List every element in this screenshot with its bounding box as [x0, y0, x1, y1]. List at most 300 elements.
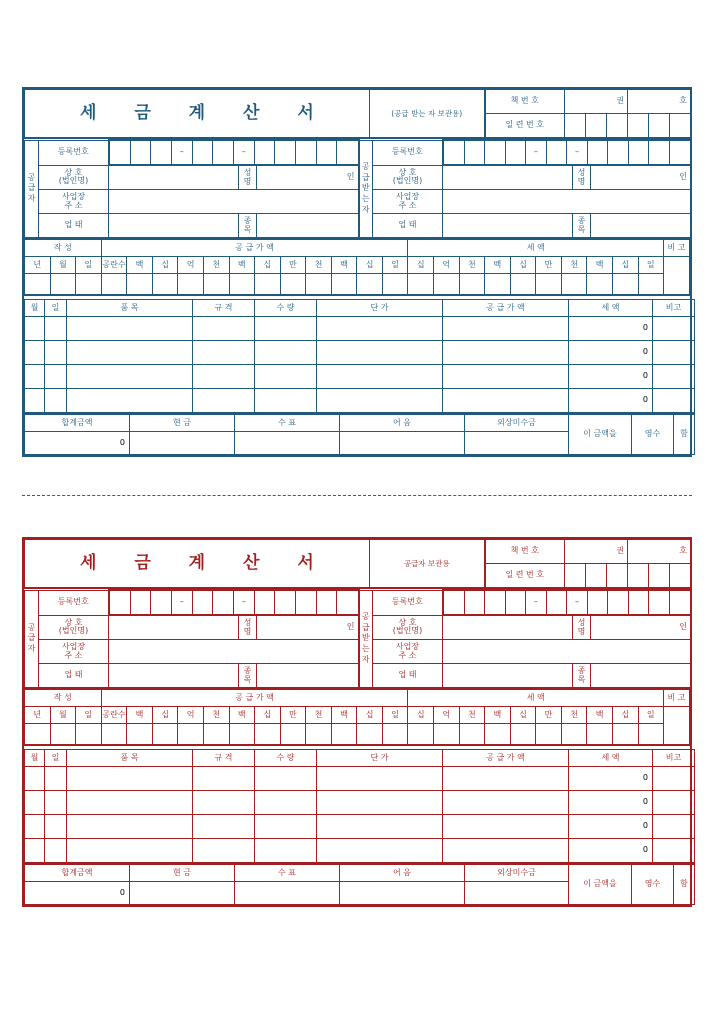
date-col-1: 월: [50, 707, 76, 724]
item-header-8: 비고: [653, 300, 695, 317]
item-cell[interactable]: [193, 767, 255, 791]
date-col-0: 년: [25, 707, 51, 724]
item-cell[interactable]: [653, 341, 695, 365]
amount-cell[interactable]: [331, 274, 357, 296]
written-date-label: 작 성: [25, 240, 102, 257]
total-amount-value: 0: [25, 432, 130, 455]
item-cell[interactable]: [443, 839, 569, 863]
item-row: [25, 341, 695, 365]
totals-table: [24, 413, 695, 455]
amount-cell[interactable]: [357, 724, 383, 746]
item-cell[interactable]: [25, 791, 45, 815]
tax-digit-5: 만: [536, 707, 562, 724]
tax-digit-9: 일: [638, 707, 664, 724]
item-cell[interactable]: [255, 389, 317, 413]
supply-digit-3: 천: [203, 707, 229, 724]
tax-digit-1: 억: [434, 707, 460, 724]
supply-digit-9: 십: [357, 257, 383, 274]
supply-digit-10: 일: [382, 257, 408, 274]
item-cell[interactable]: [193, 317, 255, 341]
amount-cell[interactable]: [76, 274, 102, 296]
item-header-1: 일: [45, 750, 67, 767]
amount-cell[interactable]: [229, 274, 255, 296]
item-cell[interactable]: [255, 341, 317, 365]
item-cell[interactable]: [443, 365, 569, 389]
amount-cell[interactable]: [50, 274, 76, 296]
item-cell[interactable]: [317, 389, 443, 413]
item-cell[interactable]: [443, 767, 569, 791]
item-header-5: 단 가: [317, 750, 443, 767]
buyer-seal[interactable]: 인: [591, 165, 691, 190]
item-tax-value[interactable]: 0: [569, 767, 653, 791]
tax-digit-3: 백: [485, 707, 511, 724]
amount-cell[interactable]: [25, 724, 51, 746]
supply-digit-6: 만: [280, 707, 306, 724]
item-cell[interactable]: [653, 767, 695, 791]
item-cell[interactable]: [67, 389, 193, 413]
supply-digit-4: 백: [229, 707, 255, 724]
item-header-0: 월: [25, 300, 45, 317]
item-cell[interactable]: [193, 815, 255, 839]
amount-cell[interactable]: [561, 724, 587, 746]
check-label: 수 표: [235, 864, 340, 882]
amount-cell[interactable]: [536, 274, 562, 296]
amount-cell[interactable]: [510, 274, 536, 296]
buyer-business-type-field[interactable]: [443, 214, 573, 239]
supplier-name-label: 성 명: [239, 615, 257, 640]
supplier-address-label: 사업장 주 소: [39, 190, 109, 214]
item-cell[interactable]: [653, 791, 695, 815]
ho-label: 호: [628, 90, 691, 114]
supply-digit-5: 십: [255, 707, 281, 724]
item-tax-value[interactable]: 0: [569, 815, 653, 839]
amount-cell[interactable]: [178, 274, 204, 296]
amount-input-row[interactable]: [25, 724, 690, 746]
blank-count-label: 공란수: [101, 257, 127, 274]
amount-cell[interactable]: [434, 724, 460, 746]
amount-cell[interactable]: [331, 724, 357, 746]
supply-digit-6: 만: [280, 257, 306, 274]
tax-digit-4: 십: [510, 707, 536, 724]
amount-cell[interactable]: [612, 274, 638, 296]
buyer-address-label: 사업장 주 소: [373, 640, 443, 664]
supply-digit-2: 억: [178, 707, 204, 724]
items-table: [24, 749, 695, 863]
item-cell[interactable]: [653, 365, 695, 389]
amount-cell[interactable]: [485, 274, 511, 296]
remarks-label: 비 고: [664, 240, 690, 257]
amount-cell[interactable]: [382, 274, 408, 296]
item-header-7: 세 액: [569, 300, 653, 317]
amount-cell[interactable]: [178, 724, 204, 746]
check-field[interactable]: [235, 432, 340, 455]
cash-field[interactable]: [130, 882, 235, 905]
supplier-item-type-field[interactable]: [257, 664, 359, 689]
cut-line: [22, 495, 692, 496]
amount-cell[interactable]: [101, 724, 127, 746]
total-amount-value: 0: [25, 882, 130, 905]
amount-cell[interactable]: [25, 274, 51, 296]
item-cell[interactable]: [317, 341, 443, 365]
serial-number-boxes: [565, 564, 691, 589]
item-header-5: 단 가: [317, 300, 443, 317]
item-cell[interactable]: [317, 767, 443, 791]
amount-cell[interactable]: [434, 274, 460, 296]
item-header-1: 일: [45, 300, 67, 317]
supplier-reg-no-boxes[interactable]: – –: [109, 140, 359, 165]
digit-headers: [25, 707, 690, 724]
remarks-field[interactable]: [664, 707, 690, 746]
item-cell[interactable]: [25, 317, 45, 341]
items-header-row: [25, 300, 695, 317]
tax-digit-5: 만: [536, 257, 562, 274]
item-cell[interactable]: [255, 317, 317, 341]
amount-cell[interactable]: [152, 274, 178, 296]
supplier-item-type-field[interactable]: [257, 214, 359, 239]
invoice-title: 세 금 계 산 서: [25, 540, 370, 589]
item-header-6: 공 급 가 액: [443, 750, 569, 767]
buyer-address-field[interactable]: [443, 640, 691, 664]
item-cell[interactable]: [317, 791, 443, 815]
buyer-company-label: 상 호 (법인명): [373, 615, 443, 640]
amount-cell[interactable]: [50, 724, 76, 746]
totals-table: [24, 863, 695, 905]
supplier-business-type-label: 업 태: [39, 664, 109, 689]
tax-invoice-supplier-copy: [22, 537, 692, 907]
tax-digit-6: 천: [561, 707, 587, 724]
item-row: [25, 365, 695, 389]
tax-amount-label: 세 액: [408, 690, 664, 707]
book-number-label: 책 번 호: [485, 90, 565, 114]
item-row: [25, 389, 695, 413]
amount-cell[interactable]: [229, 724, 255, 746]
supply-digit-10: 일: [382, 707, 408, 724]
amount-cell[interactable]: [459, 724, 485, 746]
item-tax-value[interactable]: 0: [569, 389, 653, 413]
item-cell[interactable]: [193, 365, 255, 389]
digit-headers: [25, 257, 690, 274]
supplier-name-label: 성 명: [239, 165, 257, 190]
item-cell[interactable]: [443, 341, 569, 365]
supplier-reg-no-boxes[interactable]: – –: [109, 590, 359, 615]
item-cell[interactable]: [25, 815, 45, 839]
item-cell[interactable]: [653, 389, 695, 413]
remarks-field[interactable]: [664, 257, 690, 296]
item-cell[interactable]: [317, 839, 443, 863]
supplier-address-field[interactable]: [109, 190, 359, 214]
item-cell[interactable]: [443, 791, 569, 815]
item-header-2: 품 목: [67, 300, 193, 317]
amount-cell[interactable]: [612, 724, 638, 746]
supply-digit-2: 억: [178, 257, 204, 274]
amount-cell[interactable]: [408, 724, 434, 746]
item-header-2: 품 목: [67, 750, 193, 767]
credit-label: 외상미수금: [465, 414, 569, 432]
item-cell[interactable]: [25, 365, 45, 389]
amount-cell[interactable]: [536, 724, 562, 746]
date-col-2: 일: [76, 257, 102, 274]
items-header-row: [25, 750, 695, 767]
amount-cell[interactable]: [306, 274, 332, 296]
buyer-name-label: 성 명: [573, 165, 591, 190]
item-cell[interactable]: [443, 317, 569, 341]
item-header-3: 규 격: [193, 750, 255, 767]
supply-digit-0: 백: [127, 707, 153, 724]
tax-digit-7: 백: [587, 257, 613, 274]
tax-invoice-buyer-copy: [22, 87, 692, 457]
supply-digit-1: 십: [152, 257, 178, 274]
item-cell[interactable]: [255, 815, 317, 839]
blank-count-label: 공란수: [101, 707, 127, 724]
header-table: [24, 89, 691, 139]
remarks-label: 비 고: [664, 690, 690, 707]
amount-cell[interactable]: [408, 274, 434, 296]
amount-phrase: 이 금액을: [569, 864, 632, 905]
item-cell[interactable]: [67, 341, 193, 365]
amount-cell[interactable]: [280, 724, 306, 746]
buyer-label: 공급받는자: [359, 140, 373, 238]
supplier-company-field[interactable]: [109, 165, 239, 190]
item-cell[interactable]: [67, 317, 193, 341]
item-cell[interactable]: [67, 365, 193, 389]
serial-number-label: 일 련 번 호: [485, 114, 565, 139]
item-header-0: 월: [25, 750, 45, 767]
amount-cell[interactable]: [101, 274, 127, 296]
supplier-business-type-field[interactable]: [109, 664, 239, 689]
buyer-reg-no-boxes[interactable]: – –: [443, 140, 691, 165]
note-label: 어 음: [340, 414, 465, 432]
item-cell[interactable]: [45, 341, 67, 365]
supply-digit-0: 백: [127, 257, 153, 274]
supplier-seal[interactable]: 인: [257, 165, 359, 190]
receipt-label[interactable]: 영수: [632, 414, 674, 455]
supply-digit-3: 천: [203, 257, 229, 274]
amount-cell[interactable]: [459, 274, 485, 296]
item-cell[interactable]: [45, 389, 67, 413]
note-field[interactable]: [340, 882, 465, 905]
buyer-address-label: 사업장 주 소: [373, 190, 443, 214]
buyer-item-type-label: 종 목: [573, 664, 591, 689]
tax-digit-0: 십: [408, 257, 434, 274]
item-cell[interactable]: [317, 317, 443, 341]
supply-digit-1: 십: [152, 707, 178, 724]
buyer-name-label: 성 명: [573, 615, 591, 640]
supplier-business-type-label: 업 태: [39, 214, 109, 239]
item-cell[interactable]: [45, 815, 67, 839]
supply-digit-8: 백: [331, 257, 357, 274]
item-tax-value[interactable]: 0: [569, 365, 653, 389]
item-cell[interactable]: [443, 389, 569, 413]
buyer-item-type-field[interactable]: [591, 664, 691, 689]
amount-cell[interactable]: [306, 724, 332, 746]
buyer-reg-no-boxes[interactable]: – –: [443, 590, 691, 615]
supplier-reg-no-label: 등록번호: [39, 590, 109, 615]
supplier-company-label: 상 호 (법인명): [39, 165, 109, 190]
item-row: [25, 317, 695, 341]
receipt-label[interactable]: 영수: [632, 864, 674, 905]
supply-digit-4: 백: [229, 257, 255, 274]
item-cell[interactable]: [653, 815, 695, 839]
item-cell[interactable]: [45, 365, 67, 389]
amount-cell[interactable]: [255, 724, 281, 746]
amount-cell[interactable]: [255, 274, 281, 296]
buyer-item-type-field[interactable]: [591, 214, 691, 239]
gwon-label: 권: [565, 90, 628, 114]
supply-digit-7: 천: [306, 707, 332, 724]
gwon-label: 권: [565, 540, 628, 564]
item-cell[interactable]: [25, 839, 45, 863]
ham-label: 함: [674, 414, 695, 455]
item-cell[interactable]: [255, 839, 317, 863]
item-tax-value[interactable]: 0: [569, 791, 653, 815]
item-cell[interactable]: [653, 839, 695, 863]
buyer-seal[interactable]: 인: [591, 615, 691, 640]
amount-cell[interactable]: [510, 724, 536, 746]
amount-cell[interactable]: [127, 724, 153, 746]
item-cell[interactable]: [25, 341, 45, 365]
tax-amount-label: 세 액: [408, 240, 664, 257]
amounts-table: [24, 689, 690, 746]
item-header-4: 수 량: [255, 750, 317, 767]
amount-cell[interactable]: [638, 724, 664, 746]
supply-amount-label: 공 급 가 액: [101, 240, 408, 257]
amount-cell[interactable]: [203, 724, 229, 746]
buyer-label: 공급받는자: [359, 590, 373, 688]
cash-label: 현 금: [130, 414, 235, 432]
credit-field[interactable]: [465, 432, 569, 455]
amount-cell[interactable]: [280, 274, 306, 296]
tax-digit-2: 천: [459, 257, 485, 274]
supply-digit-7: 천: [306, 257, 332, 274]
buyer-business-type-label: 업 태: [373, 214, 443, 239]
buyer-item-type-label: 종 목: [573, 214, 591, 239]
amount-cell[interactable]: [382, 724, 408, 746]
amount-cell[interactable]: [587, 274, 613, 296]
item-cell[interactable]: [25, 767, 45, 791]
item-tax-value[interactable]: 0: [569, 317, 653, 341]
note-label: 어 음: [340, 864, 465, 882]
header-table: [24, 539, 691, 589]
supplier-seal[interactable]: 인: [257, 615, 359, 640]
item-cell[interactable]: [193, 341, 255, 365]
total-amount-label: 합계금액: [25, 414, 130, 432]
item-cell[interactable]: [67, 791, 193, 815]
item-cell[interactable]: [193, 839, 255, 863]
amount-cell[interactable]: [357, 274, 383, 296]
cash-label: 현 금: [130, 864, 235, 882]
item-cell[interactable]: [45, 839, 67, 863]
amount-cell[interactable]: [127, 274, 153, 296]
item-header-7: 세 액: [569, 750, 653, 767]
supplier-company-field[interactable]: [109, 615, 239, 640]
supplier-label: 공급자: [25, 590, 39, 688]
amount-cell[interactable]: [152, 724, 178, 746]
date-col-1: 월: [50, 257, 76, 274]
supplier-label: 공급자: [25, 140, 39, 238]
item-cell[interactable]: [45, 791, 67, 815]
total-amount-label: 합계금액: [25, 864, 130, 882]
item-cell[interactable]: [67, 767, 193, 791]
note-field[interactable]: [340, 432, 465, 455]
item-cell[interactable]: [317, 815, 443, 839]
item-cell[interactable]: [45, 317, 67, 341]
copy-subtitle: 공급자 보관용: [370, 540, 485, 589]
item-cell[interactable]: [255, 791, 317, 815]
supplier-item-type-label: 종 목: [239, 664, 257, 689]
supplier-item-type-label: 종 목: [239, 214, 257, 239]
check-field[interactable]: [235, 882, 340, 905]
buyer-business-type-label: 업 태: [373, 664, 443, 689]
tax-digit-8: 십: [612, 707, 638, 724]
date-col-2: 일: [76, 707, 102, 724]
buyer-business-type-field[interactable]: [443, 664, 573, 689]
item-tax-value[interactable]: 0: [569, 839, 653, 863]
item-cell[interactable]: [193, 791, 255, 815]
item-row: [25, 839, 695, 863]
serial-number-boxes: [565, 114, 691, 139]
amount-cell[interactable]: [76, 724, 102, 746]
buyer-company-field[interactable]: [443, 165, 573, 190]
serial-number-label: 일 련 번 호: [485, 564, 565, 589]
supplier-address-field[interactable]: [109, 640, 359, 664]
item-cell[interactable]: [317, 365, 443, 389]
supply-digit-5: 십: [255, 257, 281, 274]
copy-subtitle: (공급 받는 자 보관용): [370, 90, 485, 139]
supplier-reg-no-label: 등록번호: [39, 140, 109, 165]
item-header-3: 규 격: [193, 300, 255, 317]
amount-cell[interactable]: [638, 274, 664, 296]
tax-digit-2: 천: [459, 707, 485, 724]
item-cell[interactable]: [443, 815, 569, 839]
item-header-4: 수 량: [255, 300, 317, 317]
amount-cell[interactable]: [587, 724, 613, 746]
buyer-reg-no-label: 등록번호: [373, 590, 443, 615]
written-date-label: 작 성: [25, 690, 102, 707]
item-cell[interactable]: [45, 767, 67, 791]
buyer-address-field[interactable]: [443, 190, 691, 214]
supplier-business-type-field[interactable]: [109, 214, 239, 239]
item-tax-value[interactable]: 0: [569, 341, 653, 365]
credit-field[interactable]: [465, 882, 569, 905]
parties-table: [24, 589, 691, 689]
buyer-reg-no-label: 등록번호: [373, 140, 443, 165]
supplier-address-label: 사업장 주 소: [39, 640, 109, 664]
ham-label: 함: [674, 864, 695, 905]
cash-field[interactable]: [130, 432, 235, 455]
item-cell[interactable]: [25, 389, 45, 413]
amounts-table: [24, 239, 690, 296]
item-cell[interactable]: [255, 365, 317, 389]
book-number-label: 책 번 호: [485, 540, 565, 564]
buyer-company-field[interactable]: [443, 615, 573, 640]
tax-digit-0: 십: [408, 707, 434, 724]
amount-input-row[interactable]: [25, 274, 690, 296]
item-cell[interactable]: [193, 389, 255, 413]
amount-cell[interactable]: [561, 274, 587, 296]
amount-phrase: 이 금액을: [569, 414, 632, 455]
item-row: [25, 767, 695, 791]
tax-digit-3: 백: [485, 257, 511, 274]
item-row: [25, 791, 695, 815]
amount-cell[interactable]: [203, 274, 229, 296]
item-cell[interactable]: [255, 767, 317, 791]
amount-cell[interactable]: [485, 724, 511, 746]
item-cell[interactable]: [67, 815, 193, 839]
item-cell[interactable]: [653, 317, 695, 341]
supply-digit-9: 십: [357, 707, 383, 724]
item-cell[interactable]: [67, 839, 193, 863]
tax-digit-8: 십: [612, 257, 638, 274]
